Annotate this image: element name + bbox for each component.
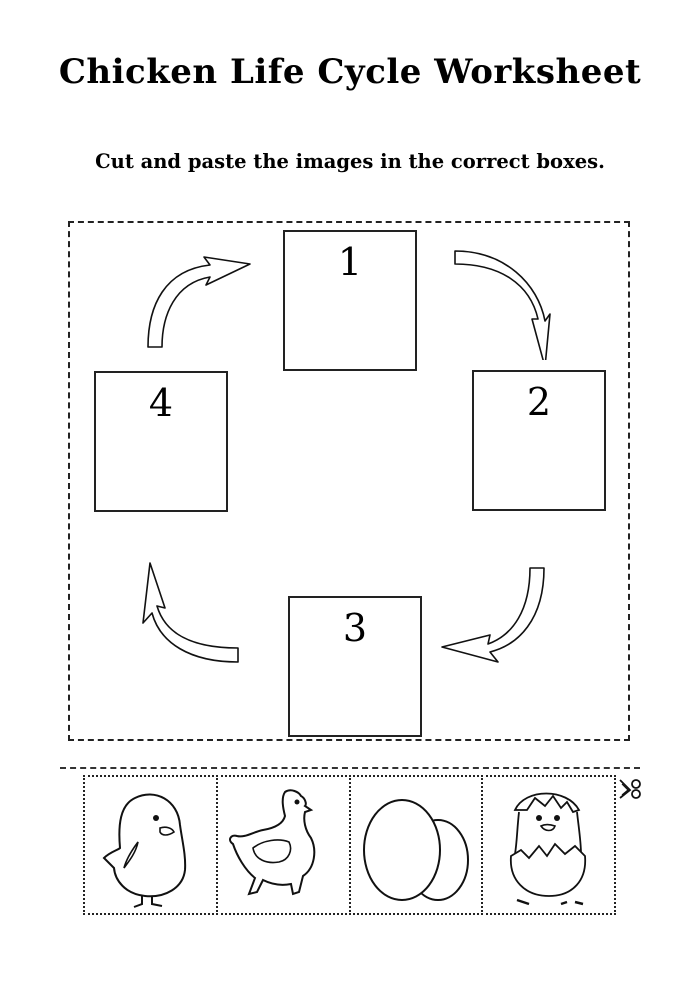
cycle-box-1[interactable]	[283, 230, 417, 371]
cycle-box-3[interactable]	[288, 596, 422, 737]
scissors-icon	[618, 778, 644, 804]
chick-icon	[90, 780, 210, 910]
worksheet-title: Chicken Life Cycle Worksheet	[58, 52, 642, 92]
box-number: 4	[148, 381, 174, 425]
cutout-chick[interactable]	[83, 775, 218, 915]
eggs-icon	[356, 780, 476, 910]
box-number: 2	[526, 380, 552, 424]
hen-icon	[223, 780, 343, 910]
curved-arrow-icon	[450, 245, 560, 360]
cycle-box-2[interactable]	[472, 370, 606, 511]
cutout-eggs[interactable]	[349, 775, 484, 915]
curved-arrow-icon	[140, 245, 260, 355]
curved-arrow-icon	[130, 558, 245, 668]
cutout-hen[interactable]	[216, 775, 351, 915]
cycle-box-4[interactable]	[94, 371, 228, 512]
cutout-hatching-chick[interactable]	[481, 775, 616, 915]
cutout-strip	[85, 775, 616, 915]
cut-line	[60, 767, 640, 769]
curved-arrow-icon	[438, 560, 553, 670]
hatching-chick-icon	[489, 780, 609, 910]
box-number: 3	[342, 606, 368, 650]
box-number: 1	[337, 240, 363, 284]
worksheet-instruction: Cut and paste the images in the correct boxes.	[95, 150, 605, 173]
